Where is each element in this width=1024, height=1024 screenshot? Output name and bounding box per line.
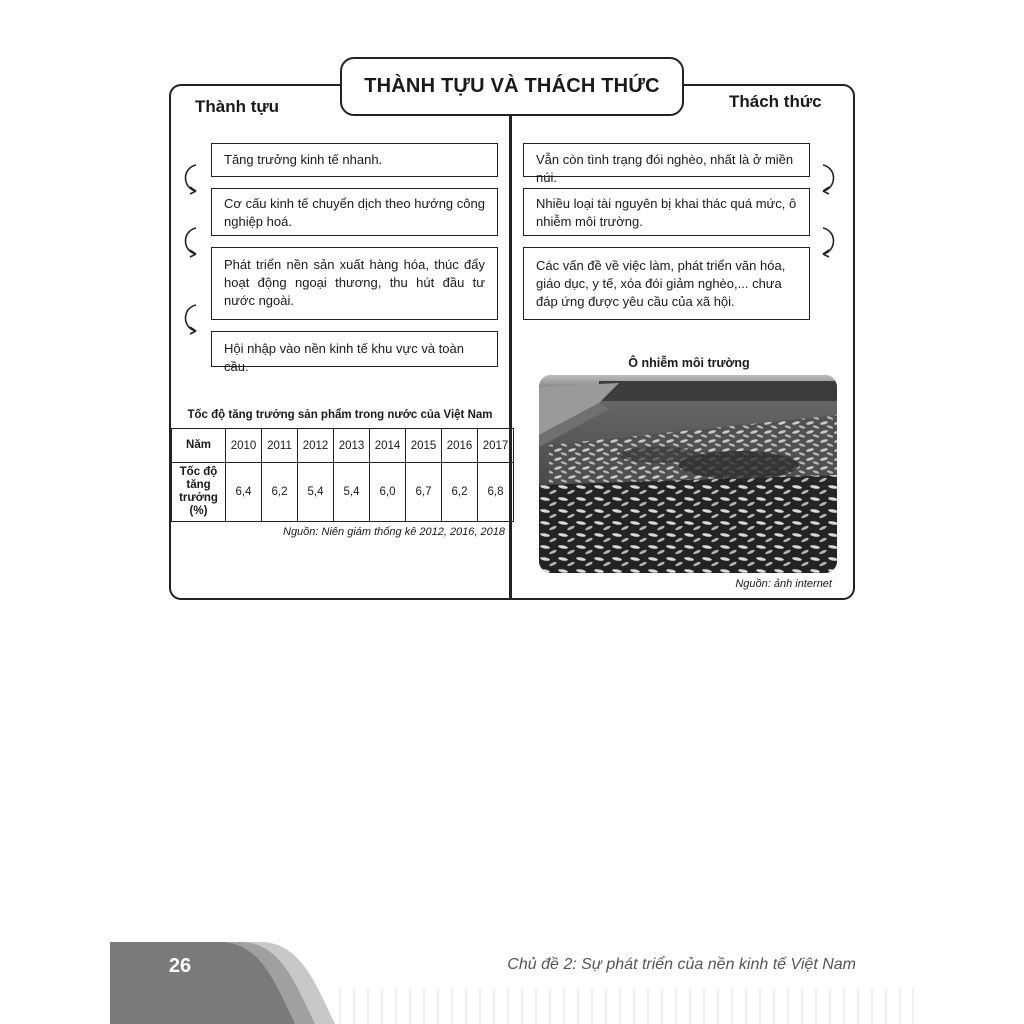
photo-source: Nguồn: ảnh internet [735,578,832,590]
table-row [172,463,514,522]
challenge-item: Vẫn còn tình trạng đói nghèo, nhất là ở miền núi. [523,143,810,177]
rate-cell: 6,7 [406,463,442,522]
achievements-heading: Thành tựu [195,97,280,116]
rate-cell: 6,2 [442,463,478,522]
page-number: 26 [168,955,192,977]
year-cell: 2011 [262,429,298,463]
chapter-title: Chủ đề 2: Sự phát triển của nền kinh tế Việt Nam [507,956,856,973]
curved-arrow-icon [180,302,206,338]
achievement-item: Hội nhập vào nền kinh tế khu vực và toàn cầu. [211,331,498,367]
page-title: THÀNH TỰU VÀ THÁCH THỨC [340,57,684,116]
challenge-item: Nhiều loại tài nguyên bị khai thác quá mức, ô nhiễm môi trường. [523,188,810,236]
growth-table [171,428,514,522]
curved-arrow-icon [180,225,206,261]
table-row [172,429,514,463]
achievement-item: Phát triển nền sản xuất hàng hóa, thúc đẩy hoạt động ngoại thương, thu hút đầu tư nước ngoài. [211,247,498,320]
year-cell: 2012 [298,429,334,463]
year-cell: 2015 [406,429,442,463]
achievement-item: Cơ cấu kinh tế chuyển dịch theo hướng công nghiệp hoá. [211,188,498,236]
rate-row-label: Tốc độ tăng trưởng (%) [172,463,226,522]
rate-cell: 6,4 [226,463,262,522]
rate-cell: 6,0 [370,463,406,522]
year-cell: 2017 [478,429,514,463]
photo-caption: Ô nhiễm môi trường [628,356,750,370]
year-cell: 2013 [334,429,370,463]
table-title: Tốc độ tăng trưởng sản phẩm trong nước của Việt Nam [187,409,493,421]
rate-cell: 5,4 [334,463,370,522]
footer-band [110,942,914,1024]
column-divider [509,116,511,598]
rate-cell: 6,2 [262,463,298,522]
year-cell: 2010 [226,429,262,463]
curved-arrow-icon [815,225,841,261]
year-cell: 2014 [370,429,406,463]
rate-cell: 6,8 [478,463,514,522]
pollution-photo [539,375,837,573]
curved-arrow-icon [815,162,841,198]
curved-arrow-icon [180,162,206,198]
year-row-label: Năm [172,429,226,463]
rate-cell: 5,4 [298,463,334,522]
year-cell: 2016 [442,429,478,463]
challenge-item: Các vấn đề về việc làm, phát triển văn hóa, giáo dục, y tế, xóa đói giảm nghèo,... chưa đáp ứng được yêu cầu của xã hội. [523,247,810,320]
table-source: Nguồn: Niên giám thống kê 2012, 2016, 2018 [283,526,505,538]
achievement-item: Tăng trưởng kinh tế nhanh. [211,143,498,177]
challenges-heading: Thách thức [729,92,822,111]
